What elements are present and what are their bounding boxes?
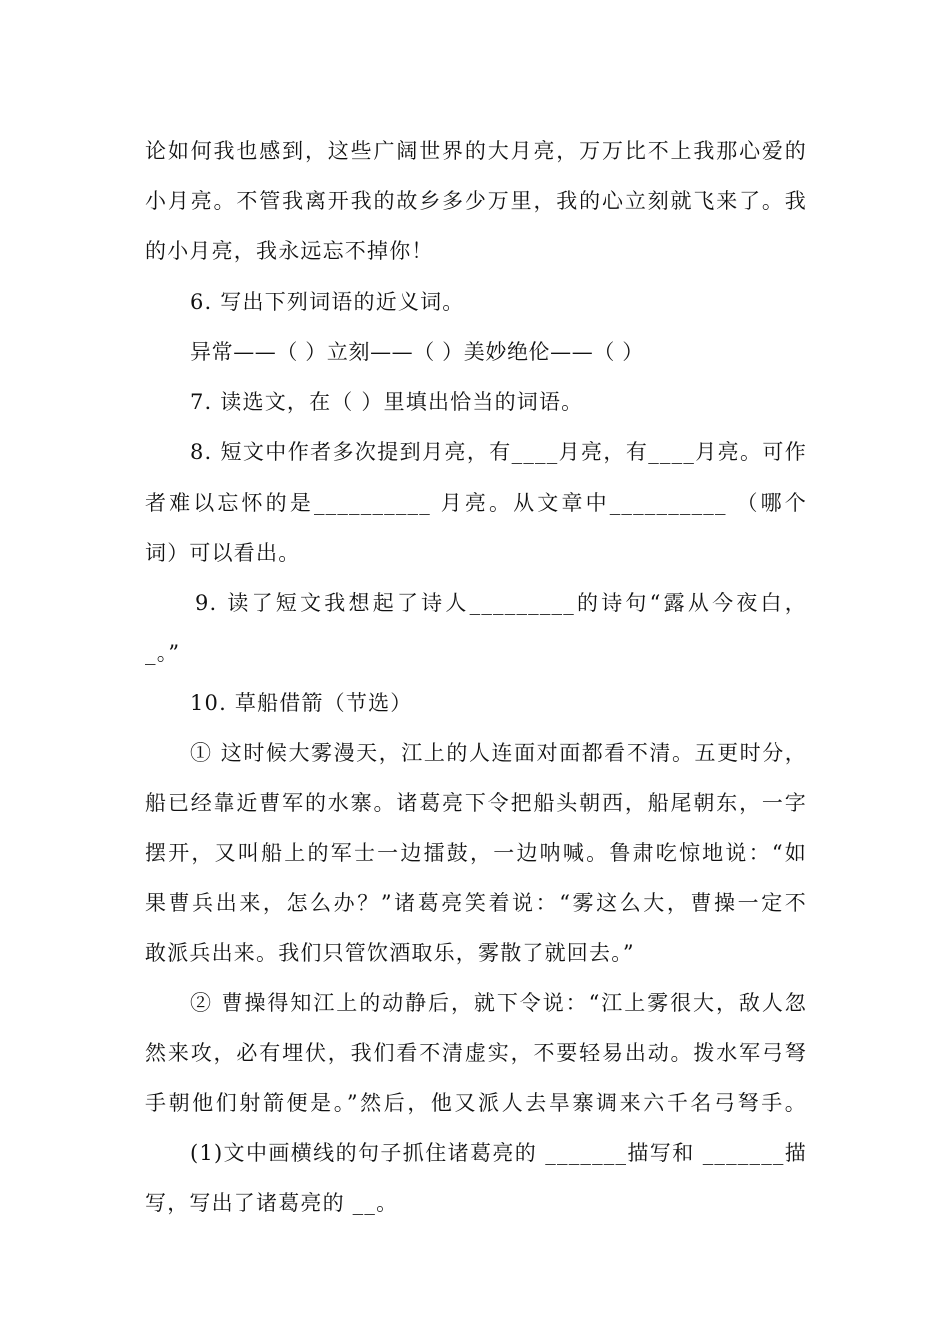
question-8-line-2: 者难以忘怀的是__________ 月亮。从文章中__________ （哪个 [145, 491, 807, 515]
question-9-line-1: 9. 读了短文我想起了诗人_________的诗句“露从今夜白， [195, 591, 807, 615]
text-line: 的小月亮，我永远忘不掉你！ [145, 239, 434, 263]
question-10-1-line-1: (1)文中画横线的句子抓住诸葛亮的 _______描写和 _______描 [190, 1141, 807, 1165]
question-6-blanks: 异常——（ ）立刻——（ ）美妙绝伦——（ ） [190, 340, 644, 364]
passage-paragraph-1: 果曹兵出来，怎么办？”诸葛亮笑着说：“雾这么大，曹操一定不 [145, 891, 807, 915]
question-10-1-line-2: 写，写出了诸葛亮的 __。 [145, 1191, 399, 1215]
passage-paragraph-1: 敢派兵出来。我们只管饮酒取乐，雾散了就回去。” [145, 941, 635, 965]
question-10-title: 10. 草船借箭（节选） [190, 691, 413, 715]
passage-paragraph-2: 然来攻，必有埋伏，我们看不清虚实，不要轻易出动。拨水军弓弩 [145, 1041, 807, 1065]
text-line: 小月亮。不管我离开我的故乡多少万里，我的心立刻就飞来了。我 [145, 189, 807, 213]
question-6-prompt: 6. 写出下列词语的近义词。 [190, 290, 465, 314]
passage-paragraph-1: 船已经靠近曹军的水寨。诸葛亮下令把船头朝西，船尾朝东，一字 [145, 791, 807, 815]
question-8-line-1: 8. 短文中作者多次提到月亮，有____月亮，有____月亮。可作 [190, 440, 807, 464]
passage-paragraph-1: ① 这时候大雾漫天，江上的人连面对面都看不清。五更时分， [190, 741, 807, 765]
passage-paragraph-1: 摆开，又叫船上的军士一边擂鼓，一边呐喊。鲁肃吃惊地说：“如 [145, 841, 807, 865]
question-7-prompt: 7. 读选文，在（ ）里填出恰当的词语。 [190, 390, 584, 414]
question-9-line-2: _。” [145, 641, 181, 665]
passage-paragraph-2: 手朝他们射箭便是。”然后，他又派人去旱寨调来六千名弓弩手。 [145, 1091, 807, 1115]
question-8-line-3: 词）可以看出。 [145, 541, 301, 565]
passage-paragraph-2: ② 曹操得知江上的动静后，就下令说：“江上雾很大，敌人忽 [190, 991, 807, 1015]
text-line: 论如何我也感到，这些广阔世界的大月亮，万万比不上我那心爱的 [145, 139, 807, 163]
